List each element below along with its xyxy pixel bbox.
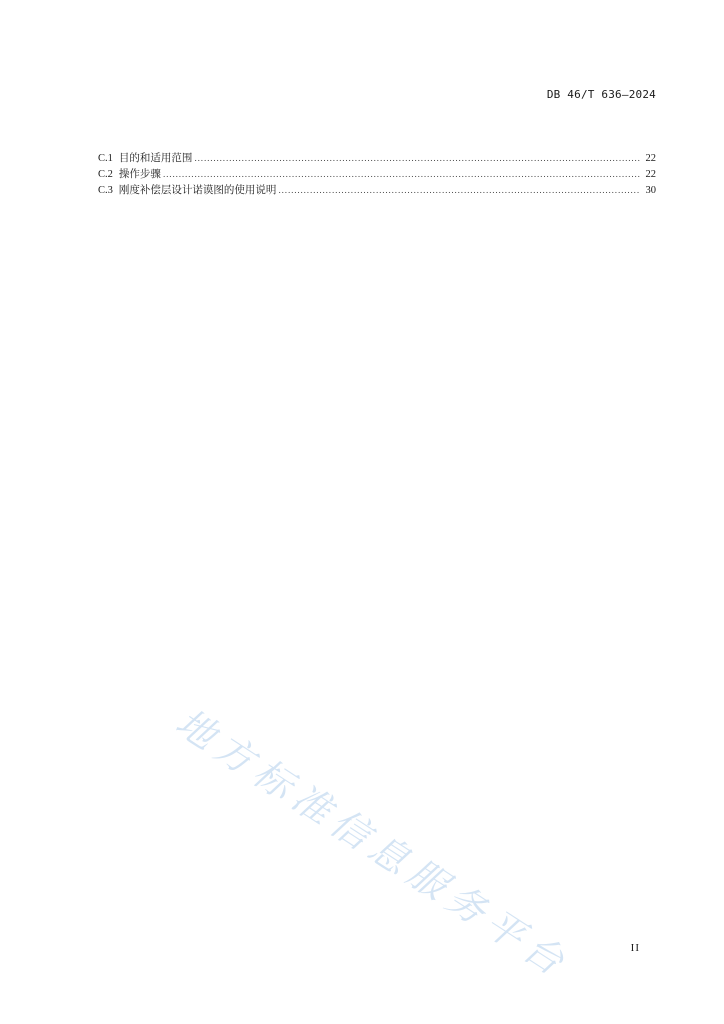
toc-entry-number: C.2 — [98, 169, 113, 180]
toc-entry[interactable] — [98, 182, 656, 198]
toc-dot-leader — [163, 167, 640, 183]
table-of-contents — [98, 150, 656, 198]
page-number: II — [630, 942, 640, 954]
toc-entry-page: 22 — [645, 153, 656, 164]
toc-entry-page: 22 — [645, 169, 656, 180]
toc-entry-page: 30 — [645, 185, 656, 196]
toc-entry-title: 操作步骤 — [118, 168, 161, 180]
toc-entry-number: C.3 — [98, 185, 113, 196]
toc-entry-title: 目的和适用范围 — [118, 152, 193, 164]
toc-dot-leader — [278, 183, 640, 199]
watermark: 地方标准信息服务平台 — [168, 699, 578, 988]
toc-dot-leader — [194, 151, 640, 167]
toc-entry[interactable] — [98, 166, 656, 182]
toc-entry-number: C.1 — [98, 153, 113, 164]
toc-entry-title: 刚度补偿层设计诺谟图的使用说明 — [118, 184, 277, 196]
toc-entry[interactable] — [98, 150, 656, 166]
document-code: DB 46/T 636—2024 — [546, 88, 656, 101]
